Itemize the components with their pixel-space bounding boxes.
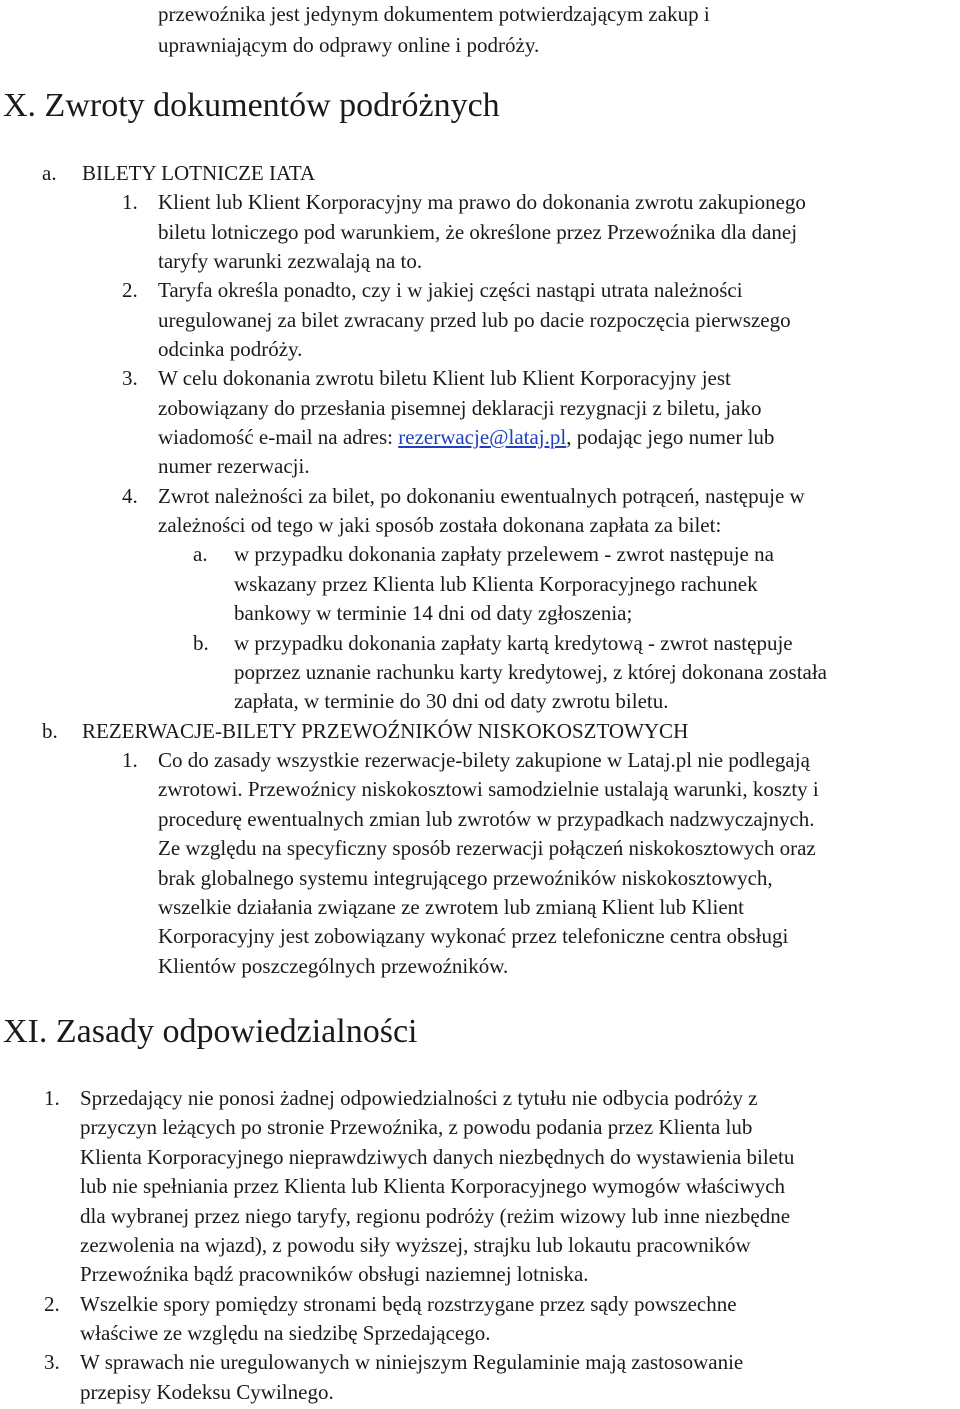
- text-line: W celu dokonania zwrotu biletu Klient lub Klient Korporacyjny jest: [158, 366, 731, 390]
- text-line: zapłata, w terminie do 30 dni od daty zwrotu biletu.: [234, 689, 669, 713]
- text-line: biletu lotniczego pod warunkiem, że określone przez Przewoźnika dla danej: [158, 220, 798, 244]
- subsection-marker: a.: [42, 161, 57, 185]
- text-line: lub nie spełniania przez Klienta lub Klienta Korporacyjnego wymogów właściwych: [80, 1174, 786, 1198]
- text-line: [158, 423, 774, 452]
- text-line: Klienta Korporacyjnego nieprawdziwych danych niezbędnych do wystawienia biletu: [80, 1145, 795, 1169]
- text-line: dla wybranej przez niego taryfy, regionu podróży (reżim wizowy lub inne niezbędne: [80, 1204, 791, 1228]
- list-number: 3.: [44, 1350, 60, 1374]
- text-line: procedurę ewentualnych zmian lub zwrotów w przypadkach nadzwyczajnych.: [158, 807, 815, 831]
- text-line: uprawniającym do odprawy online i podróży.: [158, 33, 540, 57]
- list-number: 2.: [44, 1292, 60, 1316]
- text-line: zależności od tego w jaki sposób została dokonana zapłata za bilet:: [158, 513, 722, 537]
- text-line: W sprawach nie uregulowanych w niniejszym Regulaminie mają zastosowanie: [80, 1350, 744, 1374]
- text-line: uregulowanej za bilet zwracany przed lub po dacie rozpoczęcia pierwszego: [158, 308, 791, 332]
- text-line: Wszelkie spory pomiędzy stronami będą rozstrzygane przez sądy powszechne: [80, 1292, 737, 1316]
- text-line: odcinka podróży.: [158, 337, 303, 361]
- text-line: zezwolenia na wjazd), z powodu siły wyższej, strajku lub lokautu pracowników: [80, 1233, 751, 1257]
- section-heading-xi: XI. Zasady odpowiedzialności: [3, 1013, 418, 1050]
- text-line: Co do zasady wszystkie rezerwacje-bilety zakupione w Lataj.pl nie podlegają: [158, 748, 810, 772]
- subsection-title-lowcost: REZERWACJE-BILETY PRZEWOŹNIKÓW NISKOKOSZTOWYCH: [82, 719, 689, 743]
- text-line: wszelkie działania związane ze zwrotem lub zmianą Klient lub Klient: [158, 895, 745, 919]
- list-number: 1.: [122, 748, 138, 772]
- text-line: w przypadku dokonania zapłaty kartą kredytową - zwrot następuje: [234, 631, 793, 655]
- list-number: 1.: [122, 190, 138, 214]
- text-line: przyczyn leżących po stronie Przewoźnika, z powodu podania przez Klienta lub: [80, 1115, 753, 1139]
- text-line: wskazany przez Klienta lub Klienta Korporacyjnego rachunek: [234, 572, 758, 596]
- email-link[interactable]: rezerwacje@lataj.pl: [398, 425, 567, 449]
- text-span: , podając jego numer lub: [566, 425, 775, 449]
- text-line: Taryfa określa ponadto, czy i w jakiej części nastąpi utrata należności: [158, 278, 743, 302]
- text-line: Klientów poszczególnych przewoźników.: [158, 954, 509, 978]
- text-line: Korporacyjny jest zobowiązany wykonać przez telefoniczne centra obsługi: [158, 924, 789, 948]
- text-line: przepisy Kodeksu Cywilnego.: [80, 1380, 334, 1404]
- text-line: Sprzedający nie ponosi żadnej odpowiedzialności z tytułu nie odbycia podróży z: [80, 1086, 758, 1110]
- subsection-title-iata: BILETY LOTNICZE IATA: [82, 161, 316, 185]
- text-line: brak globalnego systemu integrującego przewoźników niskokosztowych,: [158, 866, 773, 890]
- text-line: Przewoźnika bądź pracowników obsługi naziemnej lotniska.: [80, 1262, 589, 1286]
- text-line: w przypadku dokonania zapłaty przelewem - zwrot następuje na: [234, 542, 774, 566]
- text-line: bankowy w terminie 14 dni od daty zgłoszenia;: [234, 601, 633, 625]
- text-line: zobowiązany do przesłania pisemnej deklaracji rezygnacji z biletu, jako: [158, 396, 762, 420]
- list-number: 2.: [122, 278, 138, 302]
- text-line: poprzez uznanie rachunku karty kredytowej, z której dokonana została: [234, 660, 828, 684]
- sublist-letter: b.: [193, 631, 209, 655]
- list-number: 4.: [122, 484, 138, 508]
- text-line: Zwrot należności za bilet, po dokonaniu ewentualnych potrąceń, następuje w: [158, 484, 805, 508]
- text-span: wiadomość e-mail na adres:: [158, 425, 399, 449]
- section-heading-x: X. Zwroty dokumentów podróżnych: [3, 87, 500, 124]
- text-line: taryfy warunki zezwalają na to.: [158, 249, 423, 273]
- sublist-letter: a.: [193, 542, 208, 566]
- text-line: Ze względu na specyficzny sposób rezerwacji połączeń niskokosztowych oraz: [158, 836, 816, 860]
- list-number: 1.: [44, 1086, 60, 1110]
- text-line: właściwe ze względu na siedzibę Sprzedającego.: [80, 1321, 491, 1345]
- text-line: przewoźnika jest jedynym dokumentem potwierdzającym zakup i: [158, 2, 710, 26]
- text-line: numer rezerwacji.: [158, 454, 310, 478]
- text-line: Klient lub Klient Korporacyjny ma prawo do dokonania zwrotu zakupionego: [158, 190, 806, 214]
- subsection-marker: b.: [42, 719, 58, 743]
- list-number: 3.: [122, 366, 138, 390]
- text-line: zwrotowi. Przewoźnicy niskokosztowi samodzielnie ustalają warunki, koszty i: [158, 777, 819, 801]
